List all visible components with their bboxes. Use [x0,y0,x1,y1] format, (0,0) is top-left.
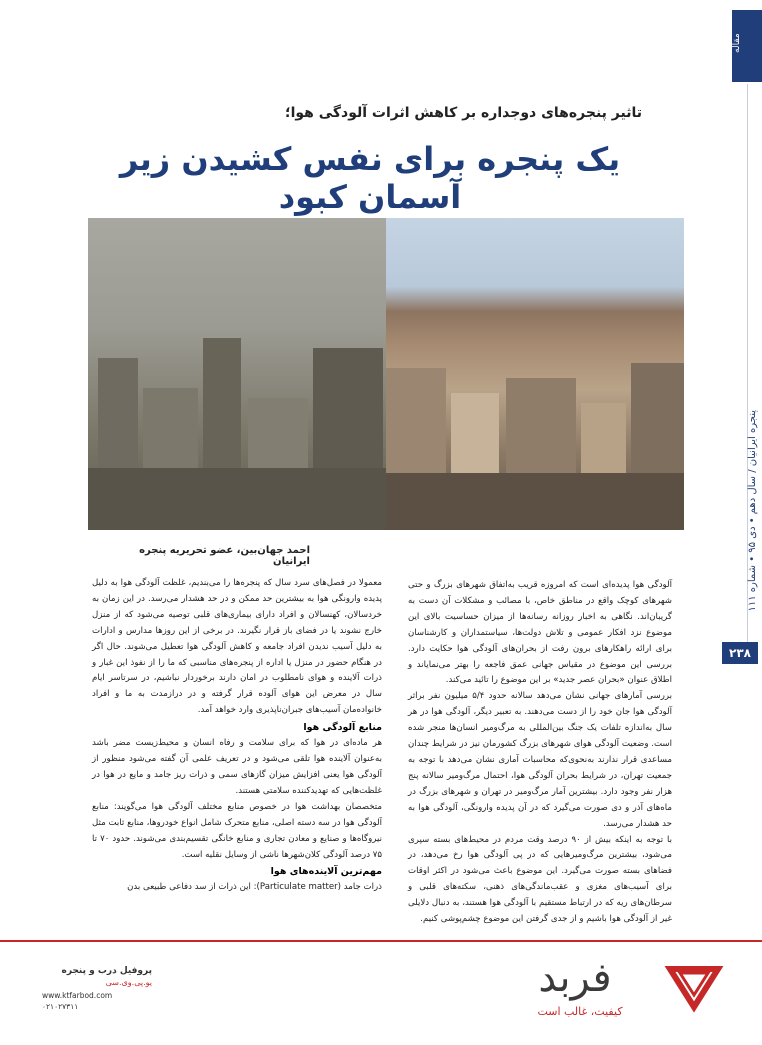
article-photo [88,218,684,530]
page-number: ۲۳۸ [722,642,758,664]
section-heading: مهم‌ترین آلاینده‌های هوا [270,866,382,878]
ad-product-types: یو.پی.وی.سی [105,978,152,987]
article-column-left [92,576,382,896]
section-heading: منابع آلودگی هوا [303,722,382,734]
ad-product-line: پروفیل درب و پنجره [61,966,152,976]
brand-slogan: کیفیت، غالب است [537,1005,623,1018]
brand-logo-icon [664,955,724,1015]
photo-polluted-city [88,218,386,530]
brand-name: فربد [538,955,612,1001]
ad-website: www.ktfarbod.com [42,991,113,1000]
paragraph: متخصصان بهداشت هوا در خصوص منابع مختلف آلودگی هوا می‌گویند: منابع آلودگی هوا در سه دسته اصلی، منابع متحرک شامل انواع خودروها، منابع ثابت مثل نیروگاه‌ها و صنایع و معادن تجاری و منابع خانگی تقسیم‌بندی می‌شوند. حدود ۷۰ تا ۷۵ درصد آلودگی کلان‌شهرها ناشی از وسایل نقلیه است. [92,801,382,860]
paragraph: بررسی آمارهای جهانی نشان می‌دهد سالانه حدود ۵/۴ میلیون نفر براثر آلودگی هوا جان خود را از دست می‌دهند. به تعبیر دیگر، آلودگی هوا در هر سال به‌اندازه تلفات یک جنگ بین‌المللی به مرگ‌ومیر انسان‌ها منجر شده است. وضعیت آلودگی هوای شهرهای بزرگ کشورمان نیز در شرایط چندان مساعدی قرار ندارند به‌نحوی‌که محاسبات آماری نشان می‌دهد با توجه به جمعیت تهران، در شرایط بحران آلودگی هوا، احتمال مرگ‌ومیر سالانه پنج هزار نفر وجود دارد. بیشترین آمار مرگ‌ومیر در تهران و شهرهای بزرگ در ماه‌های آذر و دی صورت می‌گیرد که در آن پدیده وارونگی، آلودگی هوا به حد هشدار می‌رسد. [408,691,672,829]
paragraph: معمولا در فصل‌های سرد سال که پنجره‌ها را می‌بندیم، غلظت آلودگی هوا به دلیل پدیده وارونگی هوا به بیشترین حد ممکن و در حد هشدار می‌رسد. در این زمان به خردسالان، کهنسالان و افراد دارای بیماری‌های قلبی توصیه می‌شود که از منزل خارج نشوند یا در فضای باز قرار نگیرند. در برخی از این روزها مدارس و ادارات به دلیل آسیب ندیدن افراد جامعه و کاهش آلودگی هوا تعطیل می‌شوند. حال اگر در هنگام حضور در منزل یا اداره از پنجره‌های مناسبی که ما را از نفوذ این غبار و ذرات آلاینده و هوای نامطلوب در امان دارند برخوردار نباشیم، در سرتاسر ایام سال در معرض این هوای آلوده قرار گرفته و در درازمدت به ما و افراد خانواده‌مان آسیب‌های جبران‌ناپذیری وارد خواهد آمد. [92,578,382,716]
paragraph: آلودگی هوا پدیده‌ای است که امروزه قریب به‌اتفاق شهرهای بزرگ و حتی شهرهای کوچک واقع در مناطق خاص، با مصائب و مشکلات آن دست به گریبان‌اند. نگاهی به اخبار روزانه رسانه‌ها از میزان حساسیت بالای این موضوع نزد افکار عمومی و تلاش دولت‌ها، سیاستمداران و کارشناسان برای ارائه راهکارهای برون رفت از بحران‌های آلودگی هوا حکایت دارد. بررسی این موضوع در مقیاس جهانی عمق فاجعه را بهتر می‌نمایاند و اطلاق عنوان «بحران عصر جدید» بر این موضوع را تائید می‌کند. [408,580,672,686]
ad-contact-block [42,966,152,1026]
footer-divider [0,940,762,942]
article-column-right [408,578,672,928]
author-byline: احمد جهان‌بین، عضو تحریریه پنجره ایرانیان [139,545,310,567]
article-subtitle: تاثیر پنجره‌های دوجداره بر کاهش اثرات آلودگی هوا؛ [284,105,642,121]
folio-text: پنجره ایرانیان / سال دهم • دی ۹۵ • شماره ۱۱۱ [747,410,758,612]
article-title: یک پنجره برای نفس کشیدن زیر آسمان کبود [119,140,621,216]
photo-clear-city [386,218,684,530]
paragraph: با توجه به اینکه بیش از ۹۰ درصد وقت مردم در محیط‌های بسته سپری می‌شود، بیشترین مرگ‌ومیرهایی که در پی آلودگی هوا رخ می‌دهد، در فضاهای بسته صورت می‌گیرد. این موضوع باعث می‌شود در اکثر اوقات برای آسیب‌های مغزی و عقب‌ماندگی‌های ذهنی، سکته‌های قلبی و سرطان‌های ریه که در ارتباط مستقیم با آلودگی هوا هستند، به دنبال دلایلی غیر از آلودگی هوا باشیم و از جدی گرفتن این موضوع چشم‌پوشی کنیم. [408,834,672,925]
section-tab: مقاله [732,10,762,82]
paragraph: هر ماده‌ای در هوا که برای سلامت و رفاه انسان و محیط‌زیست مضر باشد به‌عنوان آلاینده هوا تلقی می‌شود و در تعریف علمی آن گفته می‌شود منظور از آلودگی هوا یعنی افزایش میزان گازهای سمی و ذرات ریز جامد و مایع در هوا در غلظت‌هایی که تهدیدکننده سلامتی هستند. [92,738,382,796]
ad-phone: ۰۲۱۰۲۷۳۱۱ [42,1002,79,1011]
paragraph: ذرات جامد (Particulate matter): این ذرات از سد دفاعی طبیعی بدن [127,882,382,893]
